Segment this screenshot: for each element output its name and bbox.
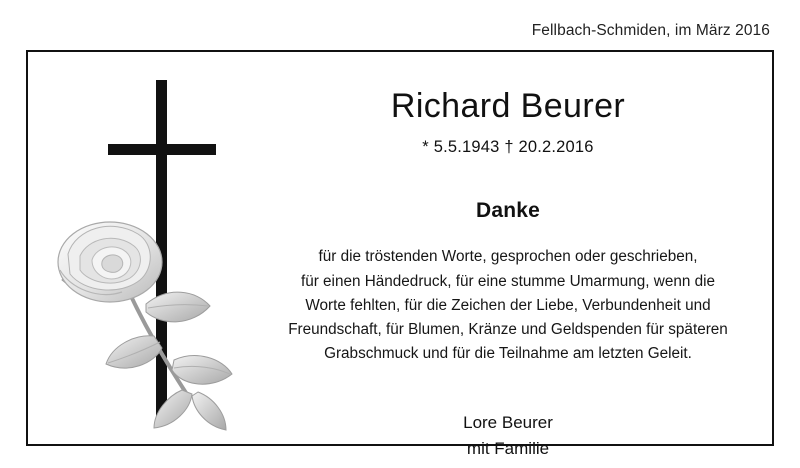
cross-crossbar-icon xyxy=(108,144,216,155)
artwork-column xyxy=(42,62,252,438)
deceased-name: Richard Beurer xyxy=(390,87,626,125)
body-line: Freundschaft, für Blumen, Kränze und Geldspenden für späteren xyxy=(288,320,728,338)
body-line: für einen Händedruck, für eine stumme Umarmung, wenn die xyxy=(300,272,716,290)
obituary-notice-card xyxy=(26,50,774,458)
signature-line: Lore Beurer xyxy=(463,413,553,433)
signature-line: mit Familie xyxy=(466,438,550,458)
notice-text-column xyxy=(258,70,758,461)
body-line: für die tröstenden Worte, gesprochen oder geschrieben, xyxy=(318,248,698,266)
birth-death-dates: * 5.5.1943 † 20.2.2016 xyxy=(422,138,594,157)
rose-icon xyxy=(50,184,240,434)
body-line: Grabschmuck und für die Teilnahme am letzten Geleit. xyxy=(324,345,692,363)
signature-block xyxy=(258,410,758,461)
thanks-heading: Danke xyxy=(475,199,541,223)
body-line: Worte fehlten, für die Zeichen der Liebe, Verbundenheit und xyxy=(305,296,711,314)
location-date-line: Fellbach-Schmiden, im März 2016 xyxy=(531,22,770,39)
thanks-body xyxy=(258,245,758,366)
